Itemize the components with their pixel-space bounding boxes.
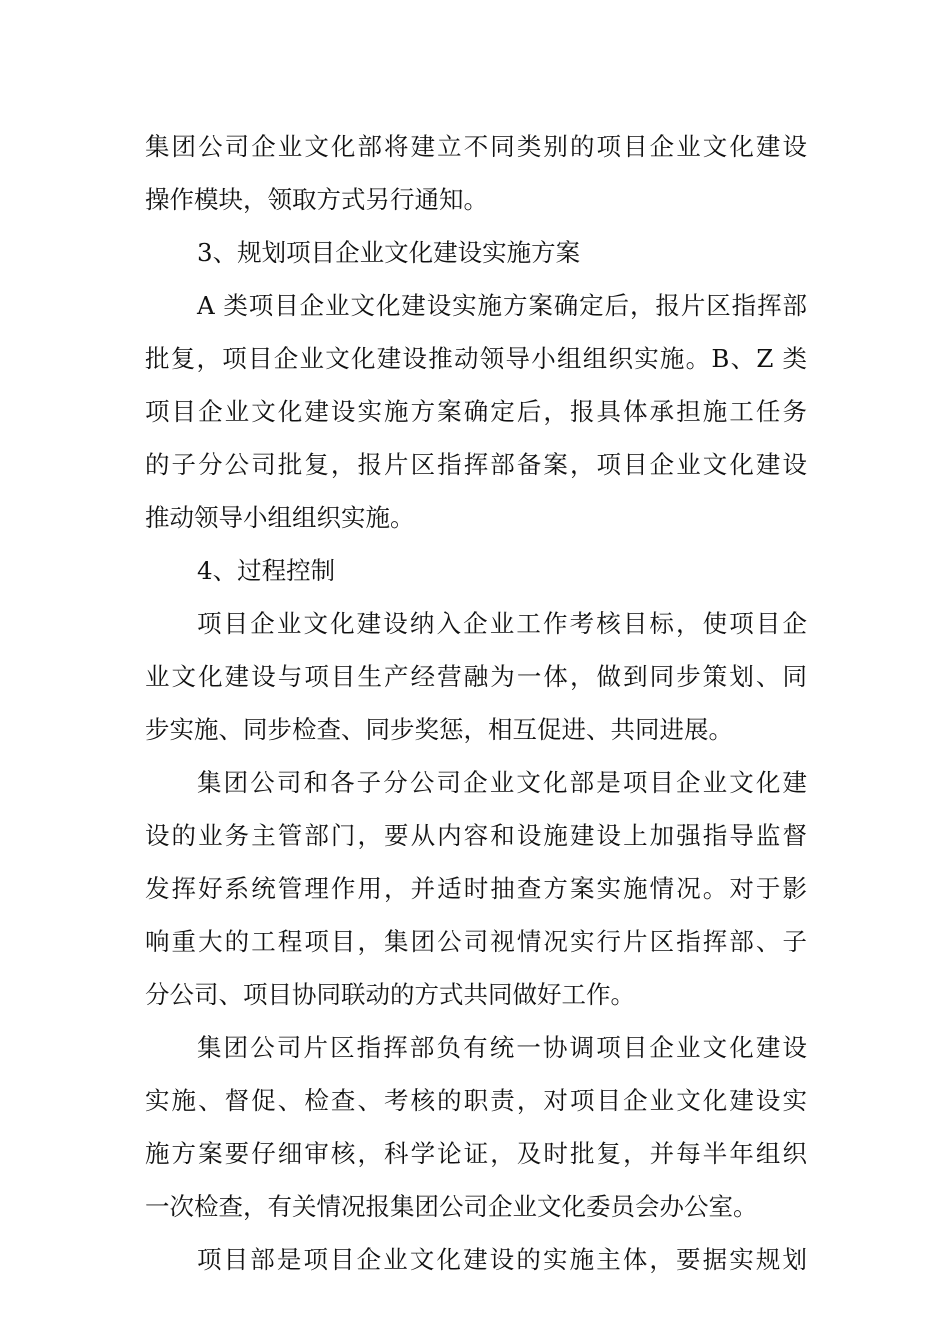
text-line: 集团公司片区指挥部负有统一协调项目企业文化建设 bbox=[197, 1033, 807, 1062]
text-line: 步实施、同步检查、同步奖惩，相互促进、共同进展。 bbox=[145, 715, 733, 744]
text-line: 施方案要仔细审核，科学论证，及时批复，并每半年组织 bbox=[145, 1139, 807, 1168]
text-line: 分公司、项目协同联动的方式共同做好工作。 bbox=[145, 980, 635, 1009]
text-line: 发挥好系统管理作用，并适时抽查方案实施情况。对于影 bbox=[145, 874, 807, 903]
text-line: 集团公司企业文化部将建立不同类别的项目企业文化建设 bbox=[145, 132, 807, 161]
text-line: A 类项目企业文化建设实施方案确定后，报片区指挥部 bbox=[197, 291, 807, 320]
text-line: 项目部是项目企业文化建设的实施主体，要据实规划 bbox=[197, 1245, 807, 1274]
text-line: 业文化建设与项目生产经营融为一体，做到同步策划、同 bbox=[145, 662, 807, 691]
text-line: 推动领导小组组织实施。 bbox=[145, 503, 415, 532]
text-line: 响重大的工程项目，集团公司视情况实行片区指挥部、子 bbox=[145, 927, 807, 956]
text-line: 集团公司和各子分公司企业文化部是项目企业文化建 bbox=[197, 768, 807, 797]
text-line: 项目企业文化建设实施方案确定后，报具体承担施工任务 bbox=[145, 397, 807, 426]
text-line: 批复，项目企业文化建设推动领导小组组织实施。B、Z 类 bbox=[145, 344, 807, 373]
document-page bbox=[145, 120, 807, 1286]
text-line: 的子分公司批复，报片区指挥部备案，项目企业文化建设 bbox=[145, 450, 807, 479]
text-line: 实施、督促、检查、考核的职责，对项目企业文化建设实 bbox=[145, 1086, 807, 1115]
text-line: 一次检查，有关情况报集团公司企业文化委员会办公室。 bbox=[145, 1192, 758, 1221]
text-line: 项目企业文化建设纳入企业工作考核目标，使项目企 bbox=[197, 609, 807, 638]
text-line: 设的业务主管部门，要从内容和设施建设上加强指导监督 bbox=[145, 821, 807, 850]
text-line: 4、过程控制 bbox=[197, 556, 336, 585]
text-line: 3、规划项目企业文化建设实施方案 bbox=[197, 238, 581, 267]
text-line: 操作模块，领取方式另行通知。 bbox=[145, 185, 488, 214]
